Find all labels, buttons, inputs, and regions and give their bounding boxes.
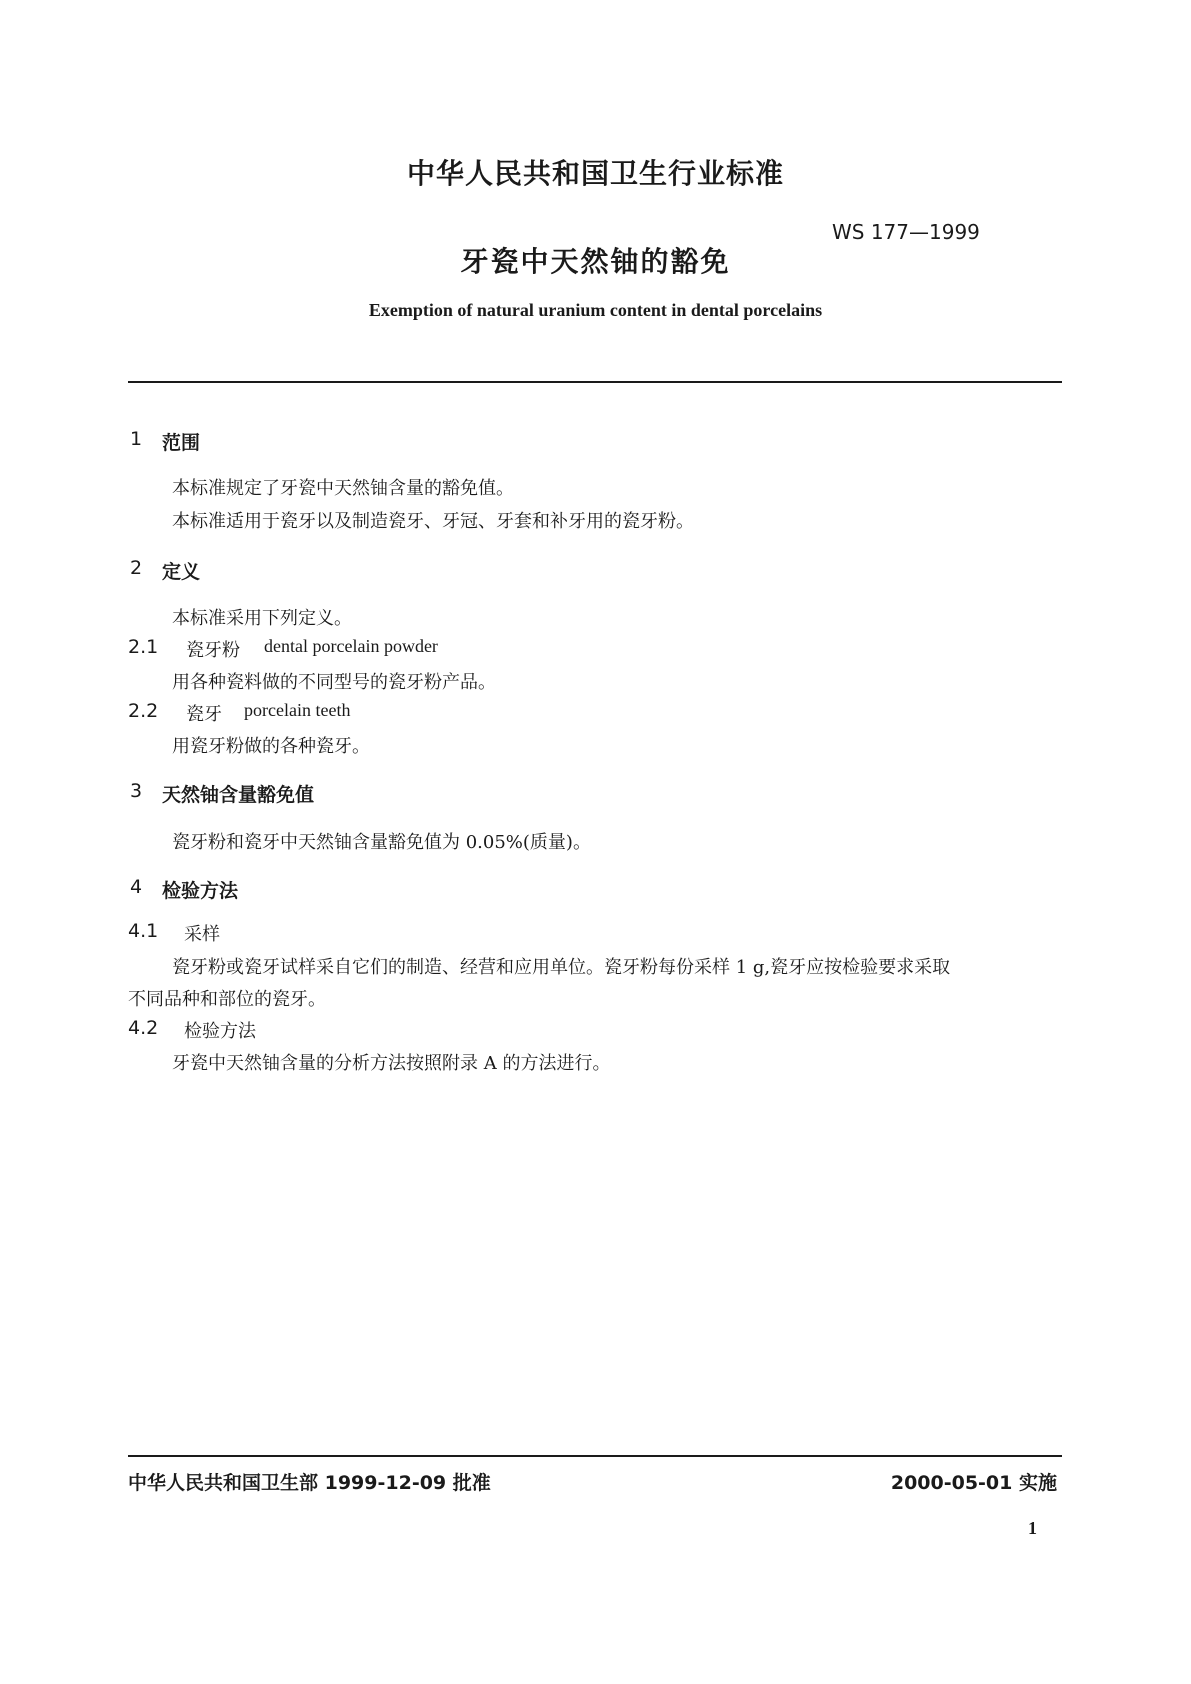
subsection-number-2-2: 2.2 (128, 700, 159, 722)
section-number-1: 1 (130, 428, 143, 450)
subsection-title-sampling: 采样 (184, 924, 220, 945)
header-divider (128, 381, 1062, 383)
sampling-paragraph-line-1: 瓷牙粉或瓷牙试样采自它们的制造、经营和应用单位。瓷牙粉每份采样 1 g,瓷牙应按检验要求采取 (172, 957, 951, 978)
document-subtitle-english: Exemption of natural uranium content in dental porcelains (368, 300, 823, 320)
section-number-2: 2 (130, 557, 143, 579)
section-title-methods: 检验方法 (162, 880, 239, 902)
document-title: 牙瓷中天然铀的豁免 (460, 245, 731, 278)
section-number-4: 4 (130, 876, 143, 898)
term-dental-porcelain-powder-cn: 瓷牙粉 (186, 640, 240, 661)
definitions-intro: 本标准采用下列定义。 (172, 608, 352, 629)
inspection-method-paragraph: 牙瓷中天然铀含量的分析方法按照附录 A 的方法进行。 (172, 1053, 611, 1074)
sampling-paragraph-line-2: 不同品种和部位的瓷牙。 (128, 989, 326, 1010)
scope-paragraph-2: 本标准适用于瓷牙以及制造瓷牙、牙冠、牙套和补牙用的瓷牙粉。 (172, 511, 694, 532)
section-title-exemption: 天然铀含量豁免值 (162, 784, 315, 806)
subsection-number-4-2: 4.2 (128, 1017, 159, 1039)
exemption-paragraph: 瓷牙粉和瓷牙中天然铀含量豁免值为 0.05%(质量)。 (172, 832, 591, 853)
footer-divider (128, 1455, 1062, 1457)
implementation-date: 2000-05-01 实施 (890, 1472, 1057, 1494)
section-title-scope: 范围 (162, 432, 201, 454)
term-porcelain-teeth-cn: 瓷牙 (186, 704, 222, 725)
term-porcelain-teeth-en: porcelain teeth (244, 700, 351, 720)
approval-statement: 中华人民共和国卫生部 1999-12-09 批准 (128, 1472, 491, 1494)
section-title-definitions: 定义 (162, 561, 201, 583)
standard-number: WS 177—1999 (832, 220, 980, 244)
section-number-3: 3 (130, 780, 143, 802)
subsection-number-4-1: 4.1 (128, 920, 159, 942)
subsection-number-2-1: 2.1 (128, 636, 159, 658)
term-porcelain-teeth-desc: 用瓷牙粉做的各种瓷牙。 (172, 736, 370, 757)
standard-type-heading: 中华人民共和国卫生行业标准 (406, 157, 784, 190)
scope-paragraph-1: 本标准规定了牙瓷中天然铀含量的豁免值。 (172, 478, 514, 499)
term-dental-porcelain-powder-en: dental porcelain powder (264, 636, 438, 656)
term-dental-porcelain-powder-desc: 用各种瓷料做的不同型号的瓷牙粉产品。 (172, 672, 496, 693)
page-number: 1 (1028, 1518, 1037, 1538)
subsection-title-inspection-method: 检验方法 (184, 1021, 256, 1042)
